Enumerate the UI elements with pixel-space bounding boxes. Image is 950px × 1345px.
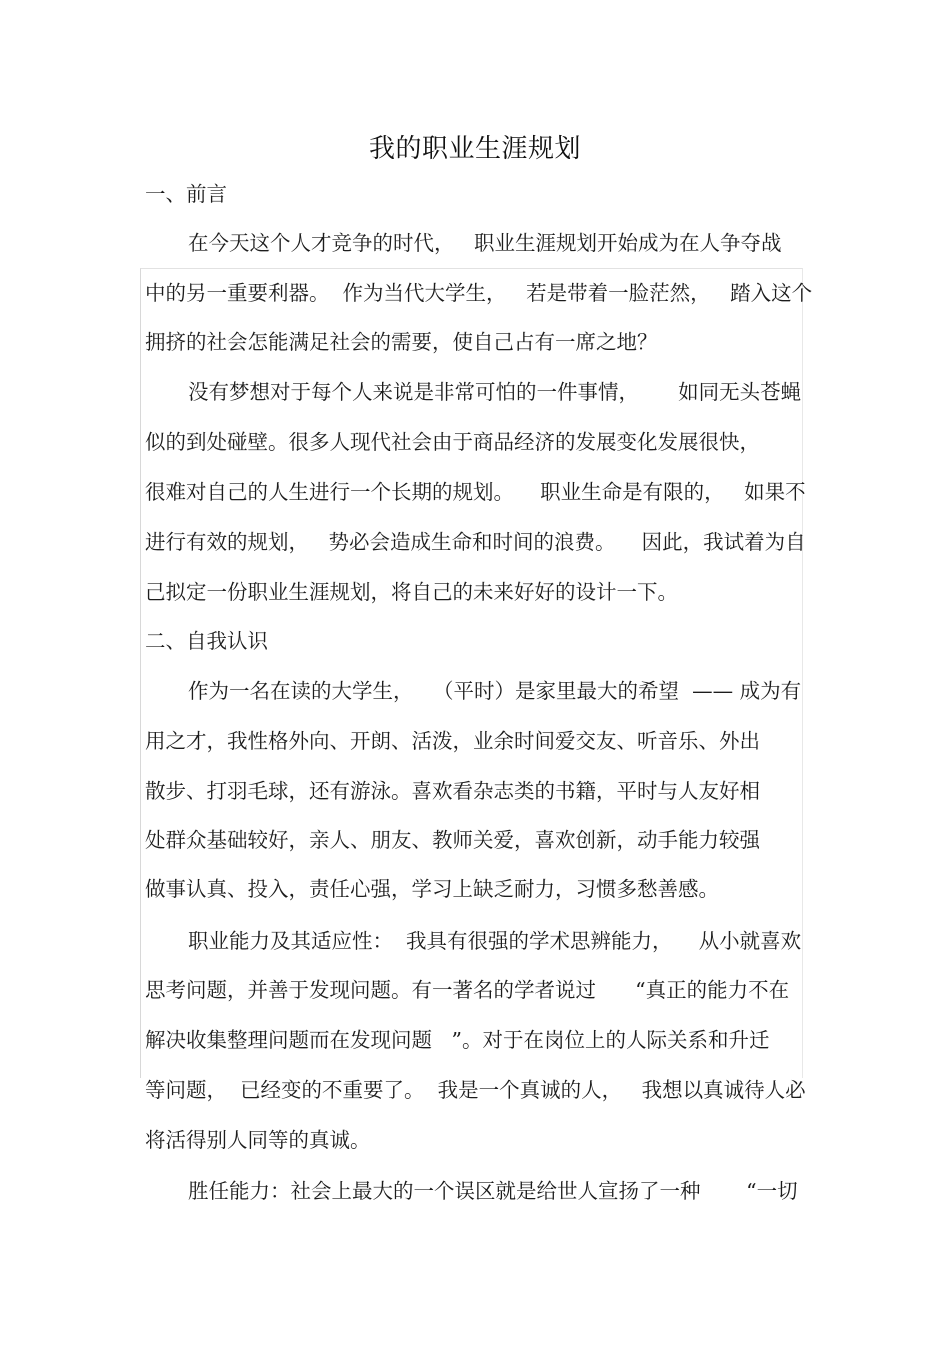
paragraph-line: 拥挤的社会怎能满足社会的需要，使自己占有一席之地？	[145, 330, 658, 354]
paragraph-line: 用之才，我性格外向、开朗、活泼，业余时间爱交友、听音乐、外出	[145, 729, 760, 753]
paragraph-line: 没有梦想对于每个人来说是非常可怕的一件事情， 如同无头苍蝇	[188, 380, 802, 404]
paragraph-line: 等问题， 已经变的不重要了。 我是一个真诚的人， 我想以真诚待人必	[145, 1078, 806, 1102]
paragraph-line: 解决收集整理问题而在发现问题 ”。对于在岗位上的人际关系和升迁	[145, 1028, 770, 1052]
document-title: 我的职业生涯规划	[368, 134, 581, 164]
paragraph-line: 进行有效的规划， 势必会造成生命和时间的浪费。 因此，我试着为自	[145, 530, 806, 554]
paragraph-line: 似的到处碰壁。很多人现代社会由于商品经济的发展变化发展很快，	[145, 430, 760, 454]
paragraph-line: 做事认真、投入，责任心强，学习上缺乏耐力，习惯多愁善感。	[145, 877, 719, 901]
paragraph-line: 胜任能力：社会上最大的一个误区就是给世人宣扬了一种 “一切	[188, 1179, 798, 1203]
paragraph-line: 作为一名在读的大学生， （平时）是家里最大的希望 —— 成为有	[188, 679, 802, 703]
paragraph-line: 在今天这个人才竞争的时代， 职业生涯规划开始成为在人争夺战	[188, 231, 782, 255]
section-heading-preface: 一、前言	[145, 182, 227, 206]
paragraph-line: 散步、打羽毛球，还有游泳。喜欢看杂志类的书籍，平时与人友好相	[145, 779, 760, 803]
paragraph-line: 思考问题，并善于发现问题。有一著名的学者说过 “真正的能力不在	[145, 978, 790, 1002]
paragraph-line: 中的另一重要利器。 作为当代大学生， 若是带着一脸茫然， 踏入这个	[145, 281, 813, 305]
paragraph-line: 职业能力及其适应性： 我具有很强的学术思辨能力， 从小就喜欢	[188, 929, 802, 953]
paragraph-line: 己拟定一份职业生涯规划，将自己的未来好好的设计一下。	[145, 580, 678, 604]
paragraph-line: 很难对自己的人生进行一个长期的规划。 职业生命是有限的， 如果不	[145, 480, 806, 504]
paragraph-line: 处群众基础较好，亲人、朋友、教师关爱，喜欢创新，动手能力较强	[145, 828, 760, 852]
section-heading-self-awareness: 二、自我认识	[145, 629, 268, 653]
paragraph-line: 将活得别人同等的真诚。	[145, 1128, 371, 1152]
